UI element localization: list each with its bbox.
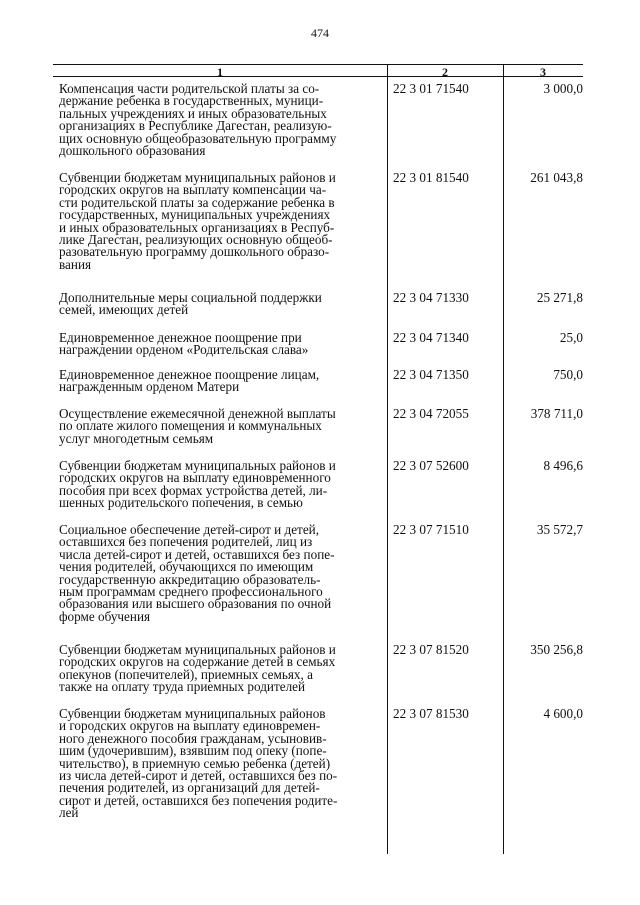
row-description: Субвенции бюджетам муниципальных районов и городских округов на выплату компенсации ча- сти родительской платы за содержание ребенка в государственных, муниципальных учреждениях и иных образовательных организациях в Респуб- лике Дагестан, реализующих основную общеоб- разовательную программу дошкольного образо- вания: [59, 170, 336, 272]
row-code: 22 3 04 71330: [393, 290, 469, 305]
row-description: Субвенции бюджетам муниципальных районов и городских округов на выплату единовремен- ного денежного пособия гражданам, усыновив- шим (удочерившим), взявшим под опеку (попе- чительство), в приемную семью ребенка (детей) из числа детей-сирот и детей, оставшихся без по- печения родителей, из организаций для детей- сирот и детей, оставшихся без попечения родите- лей: [59, 706, 338, 821]
row-description: Субвенции бюджетам муниципальных районов и городских округов на содержание детей в семьях опекунов (попечителей), приемных семьях, а также на оплату труда приемных родителей: [59, 642, 336, 695]
column-divider-1: [387, 64, 388, 854]
row-amount: 4 600,0: [543, 706, 583, 721]
row-code: 22 3 07 71510: [393, 522, 469, 537]
row-code: 22 3 07 81520: [393, 642, 469, 657]
header-col-1: 1: [217, 65, 223, 79]
header-col-2: 2: [442, 65, 448, 79]
row-amount: 3 000,0: [543, 81, 583, 96]
header-col-3: 3: [540, 65, 546, 79]
row-description: Дополнительные меры социальной поддержки семей, имеющих детей: [59, 290, 322, 318]
row-code: 22 3 07 52600: [393, 458, 469, 473]
row-code: 22 3 01 71540: [393, 81, 469, 96]
row-code: 22 3 04 71340: [393, 330, 469, 345]
row-amount: 378 711,0: [530, 406, 583, 421]
row-amount: 8 496,6: [543, 458, 583, 473]
row-description: Осуществление ежемесячной денежной выплаты по оплате жилого помещения и коммунальных услуг многодетным семьям: [59, 406, 336, 446]
row-description: Компенсация части родительской платы за со- держание ребенка в государственных, муници- пальных учреждениях и иных образовательных организациях в Республике Дагестан, реализую- щих основную общеобразовательную программу дошкольного образования: [59, 81, 337, 159]
row-amount: 261 043,8: [530, 170, 583, 185]
page-number: 474: [311, 26, 329, 40]
row-code: 22 3 01 81540: [393, 170, 469, 185]
row-amount: 35 572,7: [536, 522, 583, 537]
row-amount: 25,0: [559, 330, 583, 345]
row-amount: 25 271,8: [536, 290, 583, 305]
row-amount: 750,0: [553, 367, 583, 382]
row-code: 22 3 07 81530: [393, 706, 469, 721]
row-description: Субвенции бюджетам муниципальных районов и городских округов на выплату единовременного пособия при всех формах устройства детей, ли- шенных родительского попечения, в семью: [59, 458, 336, 511]
row-description: Единовременное денежное поощрение лицам, награжденным орденом Матери: [59, 367, 320, 395]
row-description: Социальное обеспечение детей-сирот и детей, оставшихся без попечения родителей, лиц из числа детей-сирот и детей, оставшихся без попе- чения родителей, обучающихся по имеющим государственную аккредитацию образователь- ным программам среднего профессионального образования или высшего образования по очной форме обучения: [59, 522, 335, 624]
row-code: 22 3 04 71350: [393, 367, 469, 382]
row-amount: 350 256,8: [530, 642, 583, 657]
budget-table: [53, 64, 583, 854]
row-description: Единовременное денежное поощрение при награждении орденом «Родительская слава»: [59, 330, 309, 358]
row-code: 22 3 04 72055: [393, 406, 469, 421]
